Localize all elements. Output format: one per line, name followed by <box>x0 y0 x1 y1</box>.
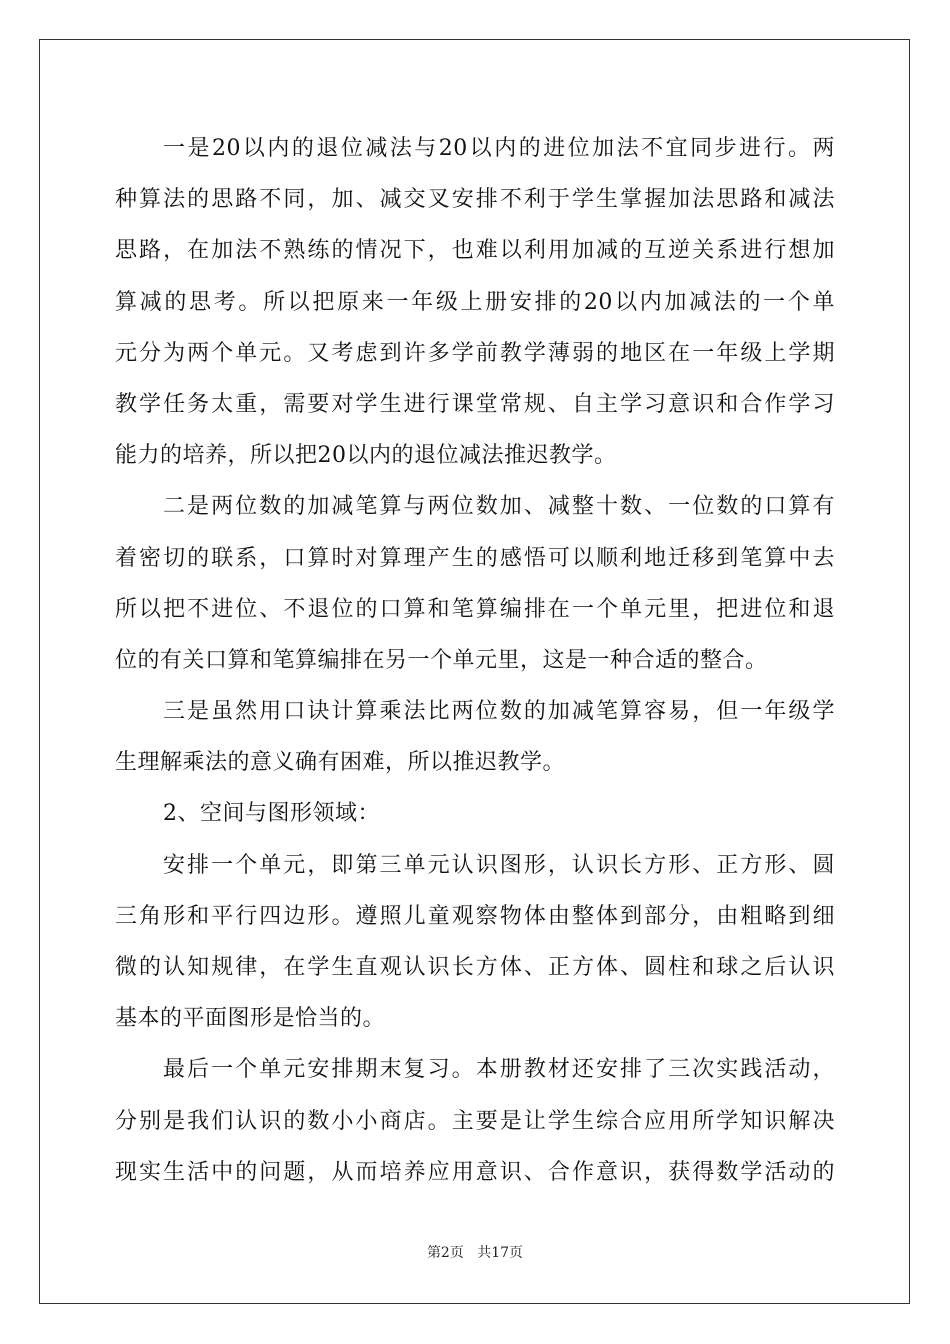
paragraph-3 <box>115 686 835 788</box>
page-total: 共17页 <box>477 1245 524 1261</box>
text-line: 能力的培养，所以把20以内的退位减法推迟教学。 <box>115 443 617 469</box>
text-line: 着密切的联系，口算时对算理产生的感悟可以顺利地迁移到笔算中去 <box>115 545 835 571</box>
text-line: 生理解乘法的意义确有困难，所以推迟教学。 <box>115 750 566 776</box>
document-body <box>115 123 835 1198</box>
text-line: 基本的平面图形是恰当的。 <box>115 1006 386 1032</box>
page-number: 第2页 <box>426 1245 464 1261</box>
text-line: 二是两位数的加减笔算与两位数加、减整十数、一位数的口算有 <box>163 494 835 520</box>
text-line: 位的有关口算和笔算编排在另一个单元里，这是一种合适的整合。 <box>115 647 768 673</box>
text-line: 种算法的思路不同，加、减交叉安排不利于学生掌握加法思路和减法 <box>115 187 835 213</box>
text-line: 最后一个单元安排期末复习。本册教材还安排了三次实践活动， <box>163 1057 835 1083</box>
text-line: 思路，在加法不熟练的情况下，也难以利用加减的互逆关系进行想加 <box>115 238 835 264</box>
text-line: 现实生活中的问题，从而培养应用意识、合作意识，获得数学活动的 <box>115 1159 835 1185</box>
paragraph-6 <box>115 1044 835 1198</box>
text-line: 安排一个单元，即第三单元认识图形，认识长方形、正方形、圆 <box>163 852 835 878</box>
text-line: 分别是我们认识的数小小商店。主要是让学生综合应用所学知识解决 <box>115 1108 835 1134</box>
paragraph-2 <box>115 481 835 686</box>
page-footer <box>0 1242 950 1262</box>
text-line: 三是虽然用口诀计算乘法比两位数的加减笔算容易，但一年级学 <box>163 699 835 725</box>
text-line: 三角形和平行四边形。遵照儿童观察物体由整体到部分，由粗略到细 <box>115 903 835 929</box>
section-heading <box>115 788 835 839</box>
text-line: 一是20以内的退位减法与20以内的进位加法不宜同步进行。两 <box>163 136 835 161</box>
paragraph-5 <box>115 840 835 1045</box>
paragraph-1 <box>115 123 835 481</box>
text-line: 元分为两个单元。又考虑到许多学前教学薄弱的地区在一年级上学期 <box>115 340 835 366</box>
text-line: 2、空间与图形领域： <box>163 801 380 827</box>
text-line: 算减的思考。所以把原来一年级上册安排的20以内加减法的一个单 <box>115 289 835 315</box>
text-line: 所以把不进位、不退位的口算和笔算编排在一个单元里，把进位和退 <box>115 596 835 622</box>
text-line: 教学任务太重，需要对学生进行课堂常规、自主学习意识和合作学习 <box>115 391 835 417</box>
text-line: 微的认知规律，在学生直观认识长方体、正方体、圆柱和球之后认识 <box>115 955 835 980</box>
